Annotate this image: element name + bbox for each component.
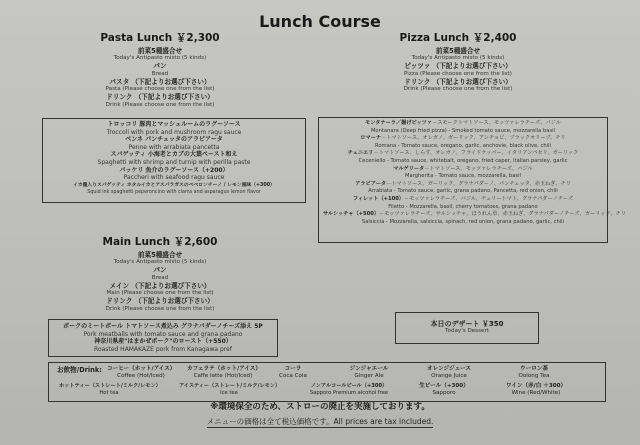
pizza-item: ピッツァ （下記よりお選び下さい） Pizza (Please choose one from the list)	[404, 62, 512, 77]
pasta-option: イカ墨入りスパゲッティ ホタルイカとアスパラガスのペペロンチーノ / レモン風味（+300） Squid ink spaghetti peperoncino with clams and asparagus lemon flavor	[73, 182, 275, 196]
pizza-options-box	[318, 117, 626, 243]
pizza-item: 前菜5種盛合せ Today's Antipasto misto (5 kinds)	[411, 47, 505, 62]
pizza-section	[368, 30, 548, 93]
drinks-label: お飲物/Drink:	[57, 366, 102, 374]
pasta-option: パッケリ 魚介のラグーソース（+200） Paccheri with seafood ragu sauce	[119, 166, 229, 182]
drink-item: ホットティー（ストレート/ミルク/レモン） Hot tea	[59, 383, 161, 396]
price-note-text: メニューの価格は全て税込価格です。All prices are tax included.	[206, 417, 434, 426]
main-section	[70, 234, 250, 313]
drink-item: ワイン（赤/白 ＋300） Wine (Red/White)	[505, 383, 567, 396]
pizza-option: アラビアータ－トマトソース、ガーリック、グラナパダーノ、パンチェッタ、赤玉ねぎ、チリ Arrabiata - Tomato sauce, garlic, grana padano, Pancetta, red onion, chili	[355, 180, 571, 195]
pasta-item: パスタ （下記よりお選び下さい） Pasta (Please choose one from the list)	[105, 77, 215, 93]
drink-item: ウーロン茶 Oolong Tea	[518, 366, 550, 379]
pizza-item: ドリンク （下記よりお選び下さい） Drink (Please choose one from the list)	[403, 77, 513, 93]
drink-item: オレンジジュース Orange Juice	[427, 366, 471, 379]
drink-item: アイスティー（ストレート/ミルク/レモン） Ice tea	[179, 383, 281, 396]
pizza-option: フィレット（+100）－モッツァレラチーズ、バジル、チェリートマト、グラナパダーノチーズ Filetto - Mozzarella, basil, cherry tomatoes, grana padano	[352, 195, 574, 210]
dessert-title: 本日のデザート ￥350	[430, 320, 504, 328]
main-option: ポークのミートボール トマトソース煮込み グラナパダーノチーズ添え 5P Pork meatballs with tomato sauce and grana padano	[63, 323, 263, 338]
main-item: メイン （下記よりお選び下さい） Main (Please choose one from the list)	[106, 281, 214, 297]
pizza-option: ロマーナ－トマトソース、オレガノ、ガーリック、アンチョビ、ブラックオリーブ、チリ Romana - Tomato sauce, oregano, garlic, anchovie, black olive, chili	[360, 135, 566, 149]
pizza-option: サルシッチャ（+500）－モッツァレラチーズ、サルシッチャ、ほうれん草、赤玉ねぎ、グラナパダーノチーズ、ガーリック、チリ Salsiccia - Mozzarella, salsiccia, spinach, red onion, grana padano, garlic, chili	[323, 211, 626, 225]
main-item: パン Bread	[151, 266, 169, 281]
pasta-heading: Pasta Lunch ￥2,300	[100, 32, 220, 44]
drink-item: コーヒー（ホット/アイス） Coffee (Hot/Iced)	[107, 366, 176, 379]
main-options-box	[48, 319, 278, 357]
drink-item: コーラ Coca Cola	[279, 366, 307, 379]
drink-item: ジンジャエール Ginger Ale	[349, 366, 389, 379]
pasta-options-box	[42, 118, 306, 203]
pasta-item: 前菜5種盛合せ Today's Antipasto misto (5 kinds)	[113, 47, 207, 62]
drinks-box	[48, 362, 606, 402]
pizza-option: マルゲリータ－トマトソース、モッツァレラチーズ、バジル Margherita - Tomato sauce, mozzarella, basil	[393, 165, 533, 180]
pasta-section	[70, 30, 250, 109]
main-item: 前菜5種盛合せ Today's Antipasto misto (5 kinds)	[113, 251, 207, 266]
dessert-subtitle: Today's Dessert	[445, 328, 489, 335]
dessert-box	[395, 312, 539, 344]
pasta-item: ドリンク （下記よりお選び下さい） Drink (Please choose one from the list)	[105, 93, 215, 108]
pasta-item: パン Bread	[151, 62, 169, 77]
pasta-option: スパゲッティ 小海老とカブの大葉ペースト和え Spaghetti with shrimp and turnip with perilla paste	[97, 151, 251, 166]
pasta-option: トロッコリ 豚肉とマッシュルームのラグーソース Troccoli with pork and mushroom ragu sauce	[106, 121, 242, 136]
page-title: Lunch Course	[259, 12, 381, 31]
drink-item: ノンアルコールビール（+300） Sapporo Premium alcohol free	[309, 383, 389, 396]
pizza-option: モンタナーラ／揚げピッツァ－スモークトマトソース、モッツァレラチーズ、バジル Montanara (Deep fried pizza) - Smoked tomato sauce, mozzarella basil	[365, 120, 561, 134]
price-note	[0, 416, 640, 427]
main-option: 神奈川県産"はまかぜポーク"のロースト（+550） Roasted HAMAKAZE pork from Kanagawa pref	[94, 338, 232, 353]
pizza-option: チェニエリ－トマトソース、しらす、オレガノ、フライドケッパー、イタリアンパセリ、ガーリック Ceceniello - Tomato sauce, whitebait, oregano, fried caper, italian parsley, garlic	[347, 150, 579, 164]
pasta-option: ペンネ パンチェッタのアラビアータ Penne with arrabiata pancetta	[125, 136, 223, 151]
main-item: ドリンク （下記よりお選び下さい） Drink (Please choose one from the list)	[105, 297, 215, 312]
main-heading: Main Lunch ￥2,600	[102, 236, 218, 248]
drink-item: カフェラテ（ホット/アイス） Caffe latte (Hot/Iced)	[187, 366, 261, 379]
drink-item: 生ビール（+300） Sapporo	[419, 383, 469, 396]
straw-notice: ※環境保全のため、ストローの廃止を実施しております。	[210, 402, 430, 412]
pizza-heading: Pizza Lunch ￥2,400	[399, 32, 517, 44]
